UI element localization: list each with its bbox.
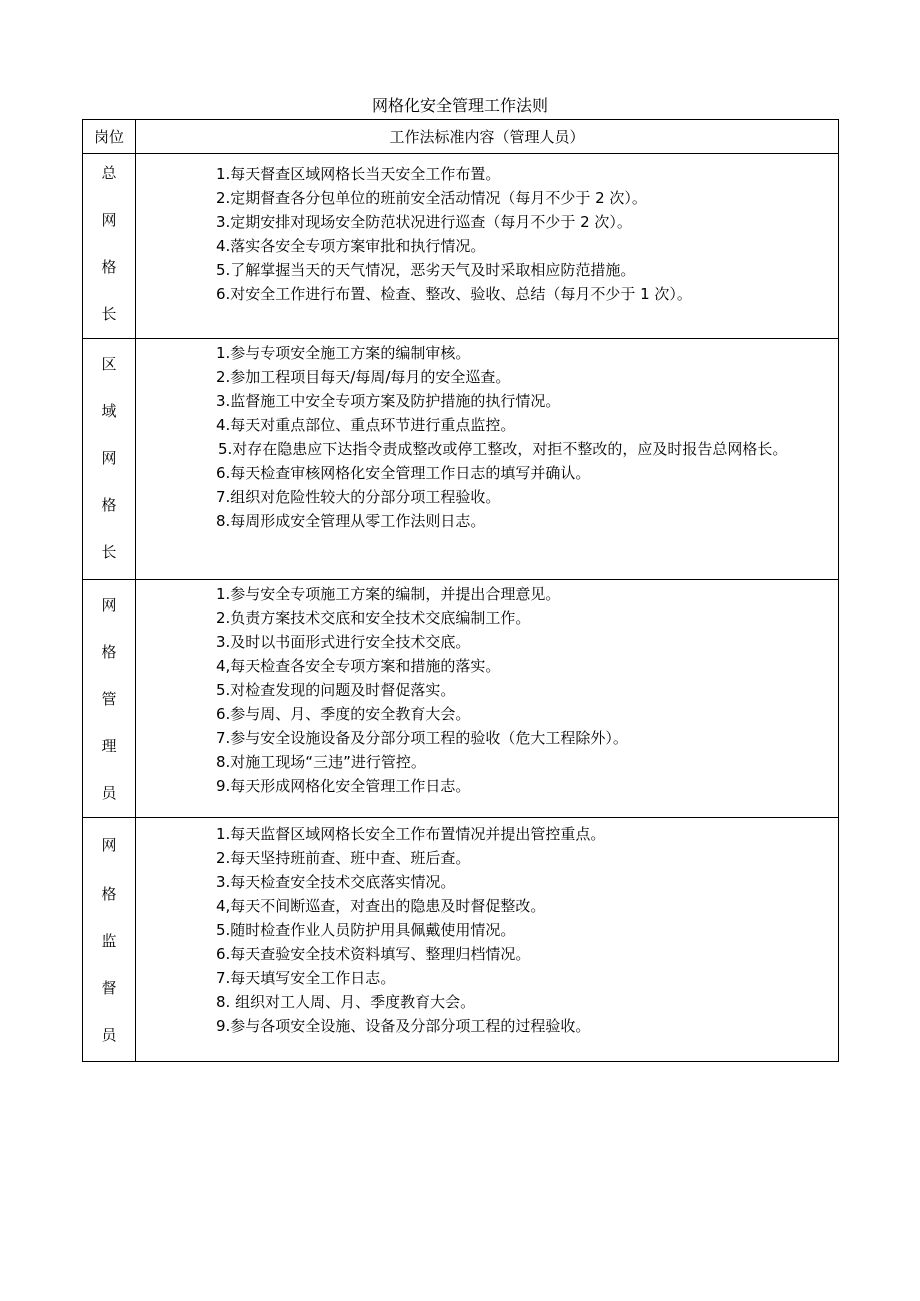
- list-item: 3.每天检查安全技术交底落实情况。: [216, 873, 456, 891]
- position-char: 网: [101, 211, 117, 229]
- list-item: 9.参与各项安全设施、设备及分部分项工程的过程验收。: [216, 1017, 591, 1035]
- table-row: [83, 580, 839, 818]
- list-item: 1.每天监督区域网格长安全工作布置情况并提出管控重点。: [216, 825, 606, 843]
- list-item: 6.参与周、月、季度的安全教育大会。: [216, 705, 471, 723]
- position-char: 员: [101, 1026, 117, 1044]
- document-title: 网格化安全管理工作法则: [371, 96, 548, 115]
- position-char: 长: [101, 543, 117, 561]
- list-item: 4.落实各安全专项方案审批和执行情况。: [216, 237, 486, 255]
- list-item: 1.参与安全专项施工方案的编制，并提出合理意见。: [216, 585, 561, 603]
- list-item: 2.负责方案技术交底和安全技术交底编制工作。: [216, 609, 531, 627]
- list-item: 3.定期安排对现场安全防范状况进行巡查（每月不少于 2 次）。: [216, 213, 632, 231]
- header-content: 工作法标准内容（管理人员）: [136, 120, 839, 154]
- list-item: 4,每天检查各安全专项方案和措施的落实。: [216, 657, 501, 675]
- position-cell: [83, 339, 136, 580]
- position-char: 格: [101, 885, 117, 903]
- position-char: 区: [101, 355, 117, 373]
- position-char: 员: [101, 784, 117, 802]
- content-cell: [136, 580, 839, 818]
- list-item: 6.每天查验安全技术资料填写、整理归档情况。: [216, 945, 531, 963]
- position-char: 网: [101, 836, 117, 854]
- list-item: 3.监督施工中安全专项方案及防护措施的执行情况。: [216, 392, 561, 410]
- position-char: 格: [101, 496, 117, 514]
- position-cell: [83, 580, 136, 818]
- list-item: 1.参与专项安全施工方案的编制审核。: [216, 344, 471, 362]
- position-char: 网: [101, 596, 117, 614]
- content-cell: [136, 339, 839, 580]
- list-item: 3.及时以书面形式进行安全技术交底。: [216, 633, 471, 651]
- list-item: 5.对检查发现的问题及时督促落实。: [216, 681, 456, 699]
- list-item: 6.每天检查审核网格化安全管理工作日志的填写并确认。: [216, 464, 591, 482]
- table-header-row: [83, 120, 839, 154]
- list-item: 5.随时检查作业人员防护用具佩戴使用情况。: [216, 921, 516, 939]
- list-item: 7.每天填写安全工作日志。: [216, 969, 396, 987]
- list-item: 2.定期督查各分包单位的班前安全活动情况（每月不少于 2 次）。: [216, 189, 647, 207]
- table-row: [83, 818, 839, 1062]
- list-item: 9.每天形成网格化安全管理工作日志。: [216, 777, 471, 795]
- table-row: [83, 339, 839, 580]
- position-char: 长: [101, 305, 117, 323]
- position-cell: [83, 818, 136, 1062]
- list-item: 2.每天坚持班前查、班中查、班后查。: [216, 849, 471, 867]
- list-item: 2.参加工程项目每天/每周/每月的安全巡查。: [216, 368, 511, 386]
- position-char: 格: [101, 258, 117, 276]
- rules-table: [82, 119, 839, 1062]
- list-item: 6.对安全工作进行布置、检查、整改、验收、总结（每月不少于 1 次）。: [216, 285, 692, 303]
- content-cell: [136, 818, 839, 1062]
- position-char: 总: [101, 164, 117, 182]
- position-char: 督: [101, 979, 117, 997]
- list-item: 5.了解掌握当天的天气情况，恶劣天气及时采取相应防范措施。: [216, 261, 636, 279]
- position-char: 理: [101, 737, 117, 755]
- list-item: 1.每天督查区域网格长当天安全工作布置。: [216, 165, 501, 183]
- list-item: 7.参与安全设施设备及分部分项工程的验收（危大工程除外）。: [216, 729, 628, 747]
- position-char: 格: [101, 643, 117, 661]
- list-item: 4,每天不间断巡查，对查出的隐患及时督促整改。: [216, 897, 546, 915]
- position-char: 域: [101, 402, 117, 420]
- list-item: 7.组织对危险性较大的分部分项工程验收。: [216, 488, 501, 506]
- list-item: 4.每天对重点部位、重点环节进行重点监控。: [216, 416, 516, 434]
- position-char: 管: [101, 690, 117, 708]
- table-row: [83, 154, 839, 339]
- position-cell: [83, 154, 136, 339]
- list-item: 8. 组织对工人周、月、季度教育大会。: [216, 993, 476, 1011]
- list-item: 5.对存在隐患应下达指令责成整改或停工整改，对拒不整改的，应及时报告总网格长。: [218, 440, 788, 458]
- position-char: 网: [101, 449, 117, 467]
- list-item: 8.每周形成安全管理从零工作法则日志。: [216, 512, 486, 530]
- content-cell: [136, 154, 839, 339]
- list-item: 8.对施工现场“三违”进行管控。: [216, 753, 426, 771]
- header-position: 岗位: [83, 120, 136, 154]
- position-char: 监: [101, 932, 117, 950]
